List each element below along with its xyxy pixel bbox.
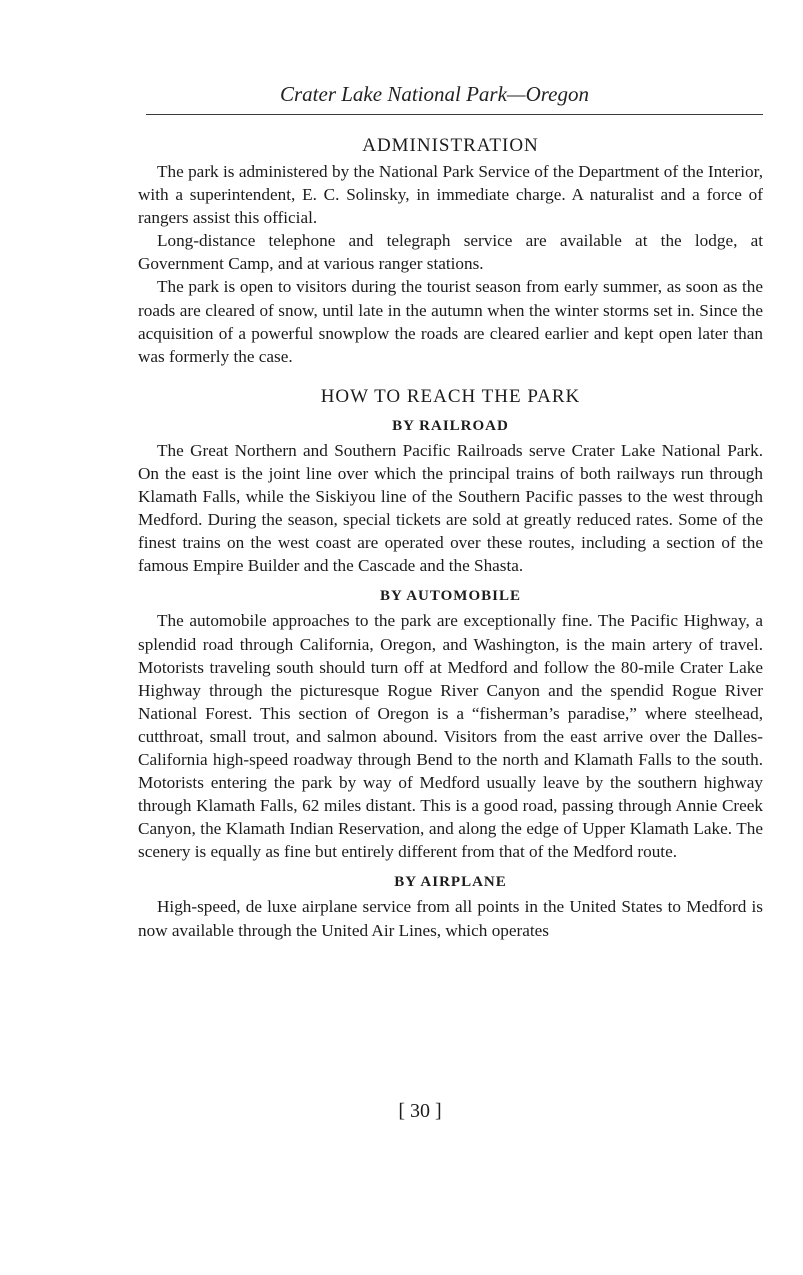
section-heading-how-to-reach: HOW TO REACH THE PARK [320, 385, 581, 407]
header-rule [146, 114, 763, 115]
paragraph-administration-3: The park is open to visitors during the tourist season from early summer, as soon as the roads are cleared of snow, until late in the autumn when the winter storms set in. Since the acquisition of a powerful snowplow the roads are cleared earlier and kept open later than was formerly the case. [138, 277, 763, 366]
running-head: Crater Lake National Park—Oregon [280, 82, 589, 106]
paragraph-airplane: High-speed, de luxe airplane service from all points in the United States to Medford is now available through the United Air Lines, which operates [138, 897, 763, 940]
subheading-by-airplane: BY AIRPLANE [394, 874, 507, 891]
paragraph-railroad: The Great Northern and Southern Pacific Railroads serve Crater Lake National Park. On the east is the joint line over which the principal trains of both railways run through Klamath Falls, while the Siskiyou line of the Southern Pacific passes to the west through Medford. During the season, special tickets are sold at greatly reduced rates. Some of the finest trains on the west coast are operated over these routes, including a section of the famous Empire Builder and the Cascade and the Shasta. [138, 440, 763, 576]
subheading-by-railroad: BY RAILROAD [392, 417, 509, 434]
section-heading-administration: ADMINISTRATION [362, 135, 539, 156]
paragraph-automobile: The automobile approaches to the park are exceptionally fine. The Pacific Highway, a splendid road through California, Oregon, and Washington, is the main artery of travel. Motorists traveling south should turn off at Medford and follow the 80-mile Crater Lake Highway through the picturesque Rogue River Canyon and the spendid Rogue River National Forest. This section of Oregon is a “fisherman’s paradise,” where steelhead, cutthroat, small trout, and salmon abound. Visitors from the east arrive over the Dalles-California high-speed roadway through Bend to the north and Klamath Falls to the south. Motorists entering the park by way of Medford usually leave by the southern highway through Klamath Falls, 62 miles distant. This is a good road, passing through Annie Creek Canyon, the Klamath Indian Reservation, and along the edge of Upper Klamath Lake. The scenery is equally as fine but entirely different from that of the Medford route. [138, 611, 763, 862]
page-number: [ 30 ] [398, 1100, 442, 1122]
page-body [138, 132, 763, 942]
subheading-by-automobile: BY AUTOMOBILE [380, 588, 521, 605]
paragraph-administration-2: Long-distance telephone and telegraph service are available at the lodge, at Government Camp, and at various ranger stations. [138, 231, 763, 274]
paragraph-administration-1: The park is administered by the National Park Service of the Department of the Interior, with a superintendent, E. C. Solinsky, in immediate charge. A naturalist and a force of rangers assist this official. [138, 162, 763, 228]
